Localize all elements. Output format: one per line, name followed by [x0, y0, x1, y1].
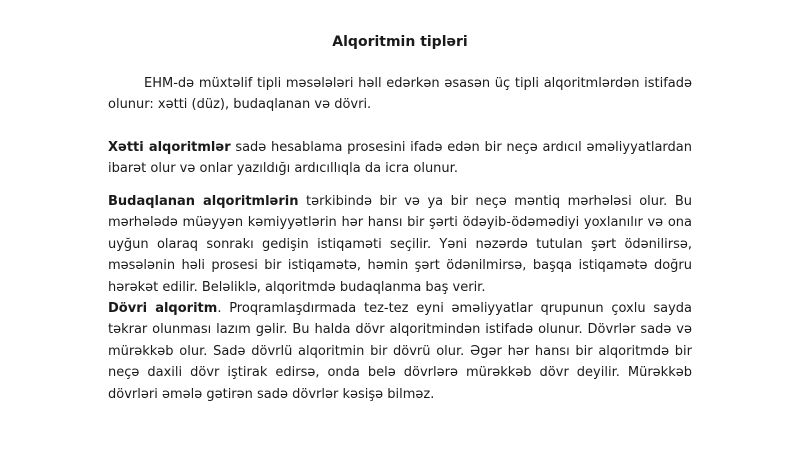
linear-algorithms-term: Xətti alqoritmlər [108, 140, 231, 155]
cyclic-algorithm-term: Dövri alqoritm [108, 301, 218, 316]
cyclic-algorithm-text: . Proqramlaşdırmada tez-tez eyni əməliyyatlar qrupunun çoxlu sayda təkrar olunması lazım gəlir. Bu halda dövr alqoritmindən istifadə olunur. Dövrlər sadə və mürəkkəb olur. Sadə dövrlü alqoritmin bir dövrü olur. Əgər hər hansı bir alqoritmdə bir neçə daxili dövr iştirak edirsə, onda belə dövrlərə mürəkkəb dövr deyilir. Mürəkkəb dövrləri əmələ gətirən sadə dövrlər kəsişə bilməz. [108, 301, 693, 402]
linear-algorithms-paragraph [108, 137, 692, 180]
branching-algorithms-term: Budaqlanan alqoritmlərin [108, 194, 299, 209]
branching-algorithms-paragraph [108, 191, 692, 298]
intro-paragraph: EHM-də müxtəlif tipli məsələləri həll edərkən əsasən üç tipli alqoritmlərdən istifadə olunur: xətti (düz), budaqlanan və dövri. [108, 76, 692, 113]
linear-algorithms-text: sadə hesablama prosesini ifadə edən bir neçə ardıcıl əməliyyatlardan ibarət olur və onlar yazıldığı ardıcıllıqla da icra olunur. [108, 140, 692, 177]
document-page [108, 0, 692, 450]
cyclic-algorithm-paragraph [108, 298, 692, 405]
page-title: Alqoritmin tipləri [332, 34, 468, 50]
branching-algorithms-text: tərkibində bir və ya bir neçə məntiq mərhələsi olur. Bu mərhələdə müəyyən kəmiyyətlərin hər hansı bir şərti ödəyib-ödəmədiyi yoxlanılır və ona uyğun olaraq sonrakı gedişin istiqaməti seçilir. Yəni nəzərdə tutulan şərt ödənilirsə, məsələnin həli prosesi bir istiqamətə, həmin şərt ödənilmirsə, başqa istiqamətə doğru hərəkət edilir. Beləliklə, alqoritmdə budaqlanma baş verir. [108, 194, 693, 295]
